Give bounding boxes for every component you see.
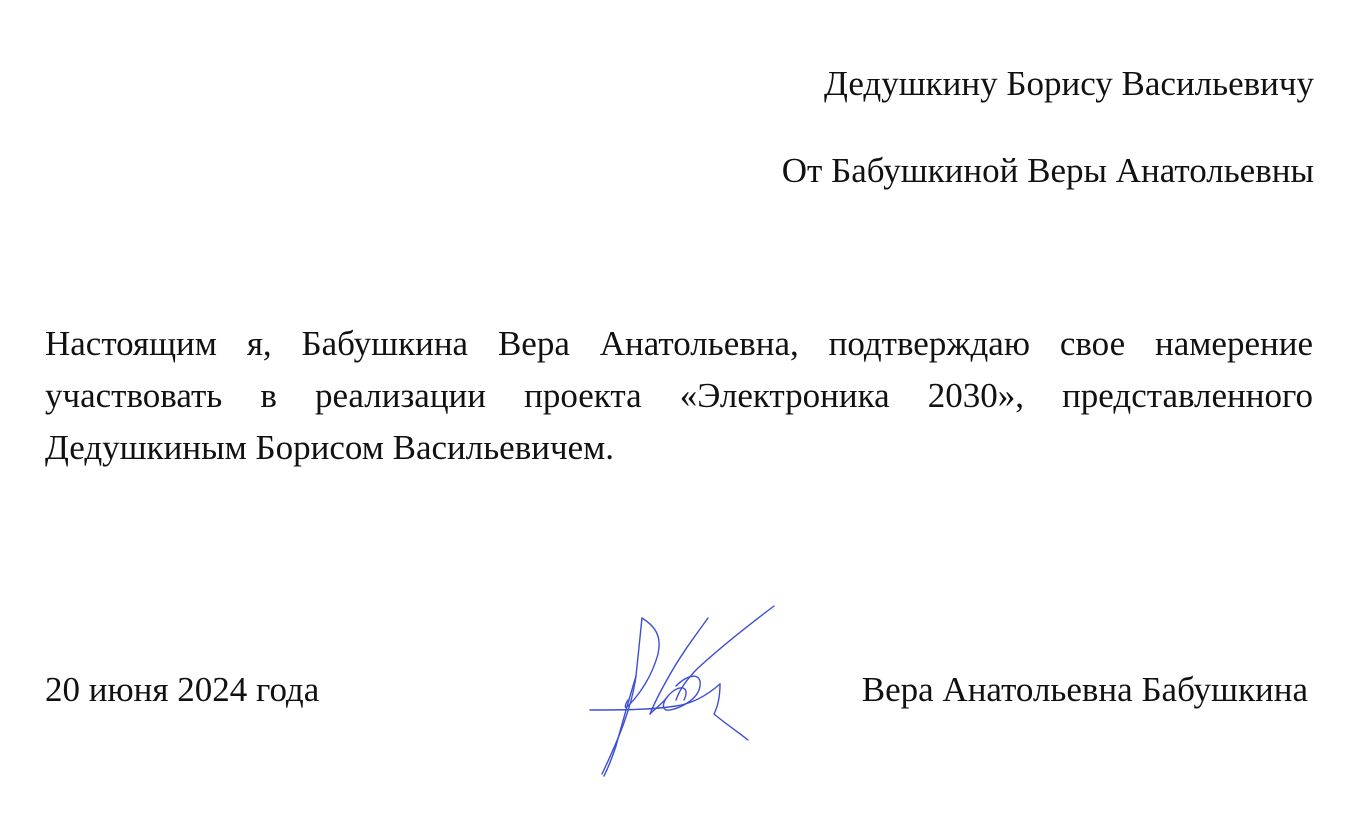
handwritten-signature (580, 596, 790, 786)
statement-paragraph: Настоящим я, Бабушкина Вера Анатольевна, подтверждаю свое намерение участвовать в реализации проекта «Электроника 2030», представленного Дедушкиным Борисом Васильевичем. (45, 324, 1313, 467)
sender-line: От Бабушкиной Веры Анатольевны (781, 151, 1314, 190)
document-date: 20 июня 2024 года (45, 670, 320, 709)
signer-name: Вера Анатольевна Бабушкина (861, 670, 1308, 709)
recipient-line: Дедушкину Борису Васильевичу (824, 64, 1314, 103)
